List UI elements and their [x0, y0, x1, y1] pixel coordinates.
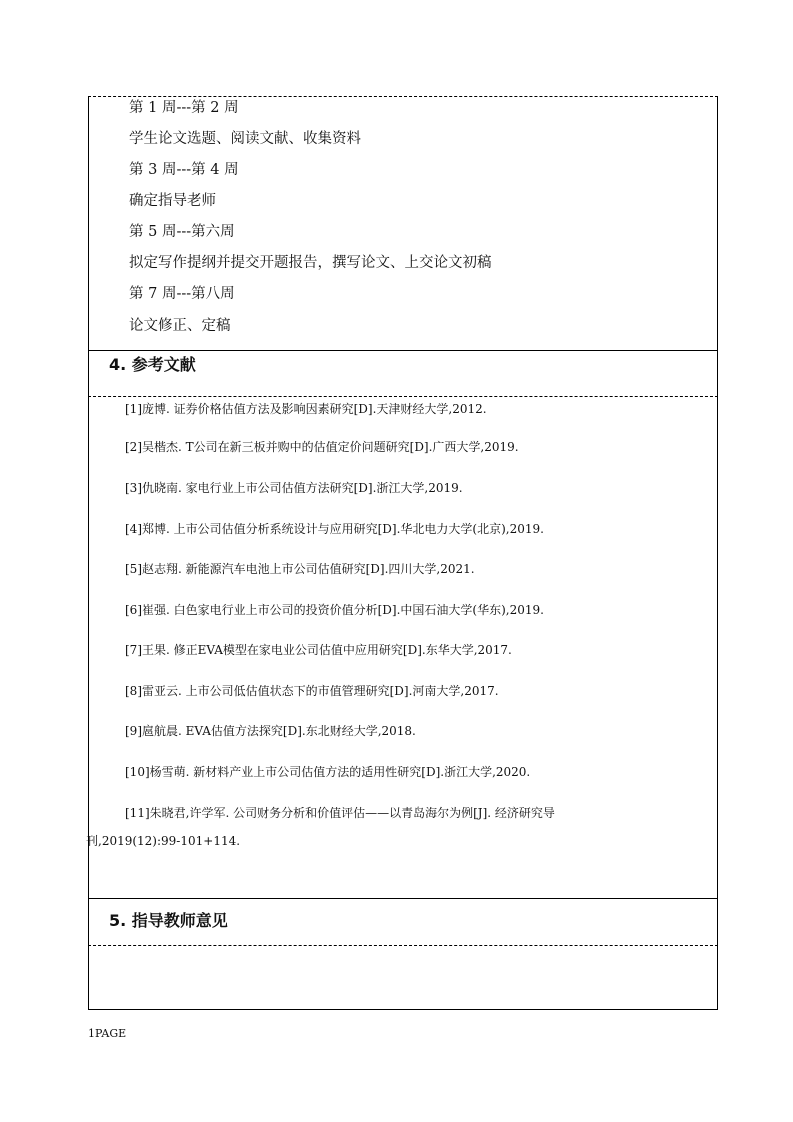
- references-title: 4. 参考文献: [109, 355, 196, 374]
- schedule-line: 论文修正、定稿: [129, 318, 231, 334]
- advisor-opinion-body: [88, 946, 718, 1010]
- reference-item: [7]王果. 修正EVA模型在家电业公司估值中应用研究[D].东华大学,2017.: [125, 643, 512, 657]
- reference-item: [8]雷亚云. 上市公司低估值状态下的市值管理研究[D].河南大学,2017.: [125, 684, 499, 698]
- schedule-line: 拟定写作提纲并提交开题报告，撰写论文、上交论文初稿: [129, 255, 492, 271]
- reference-item: [9]扈航晨. EVA估值方法探究[D].东北财经大学,2018.: [125, 724, 416, 738]
- schedule-line: 第 3 周---第 4 周: [129, 162, 239, 178]
- reference-item: [2]吴楷杰. T公司在新三板并购中的估值定价问题研究[D].广西大学,2019.: [125, 440, 519, 454]
- page-footer: 1PAGE: [88, 1027, 127, 1040]
- schedule-line: 第 5 周---第六周: [129, 224, 235, 240]
- reference-item: [1]庞博. 证券价格估值方法及影响因素研究[D].天津财经大学,2012.: [125, 402, 487, 416]
- schedule-line: 第 1 周---第 2 周: [129, 100, 239, 116]
- advisor-opinion-title: 5. 指导教师意见: [109, 911, 228, 930]
- reference-item-continuation: 刊,2019(12):99-101+114.: [86, 834, 241, 848]
- reference-item: [4]郑博. 上市公司估值分析系统设计与应用研究[D].华北电力大学(北京),2019.: [125, 522, 544, 536]
- reference-item: [6]崔强. 白色家电行业上市公司的投资价值分析[D].中国石油大学(华东),2019.: [125, 603, 544, 617]
- schedule-line: 确定指导老师: [129, 193, 216, 209]
- schedule-section: [88, 96, 718, 351]
- schedule-line: 学生论文选题、阅读文献、收集资料: [129, 131, 361, 147]
- reference-item: [11]朱晓君,许学军. 公司财务分析和价值评估——以青岛海尔为例[J]. 经济研究导: [125, 806, 555, 820]
- references-section: [88, 397, 718, 899]
- schedule-line: 第 7 周---第八周: [129, 286, 235, 302]
- advisor-opinion-header: [88, 899, 718, 946]
- reference-item: [10]杨雪萌. 新材料产业上市公司估值方法的适用性研究[D].浙江大学,2020.: [125, 765, 531, 779]
- references-header: [88, 351, 718, 397]
- reference-item: [3]仇晓南. 家电行业上市公司估值方法研究[D].浙江大学,2019.: [125, 481, 463, 495]
- reference-item: [5]赵志翔. 新能源汽车电池上市公司估值研究[D].四川大学,2021.: [125, 562, 475, 576]
